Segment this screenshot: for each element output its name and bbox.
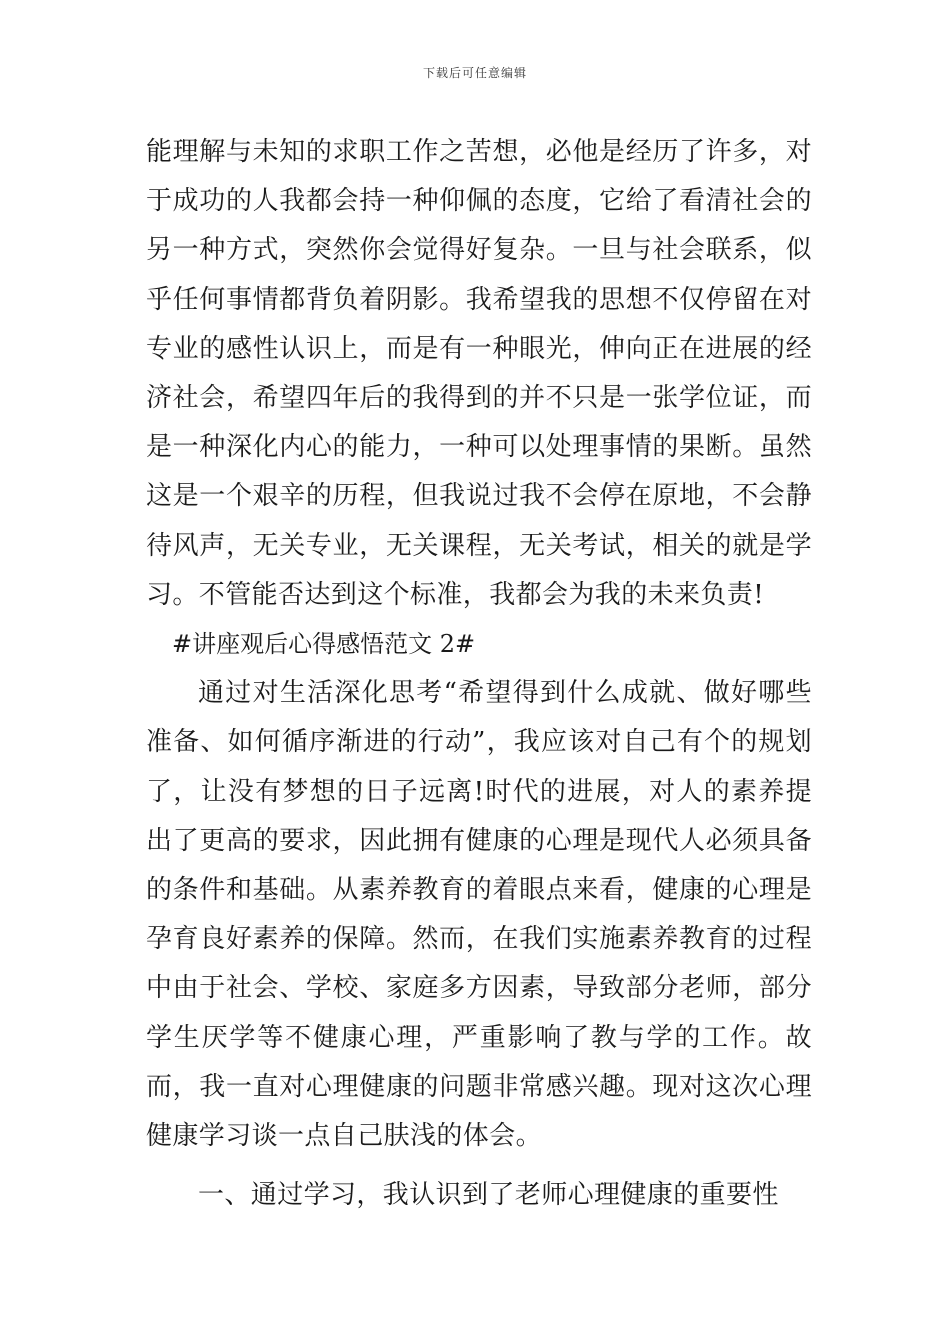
document-body [146,128,812,1220]
page-header: 下载后可任意编辑 [422,66,527,80]
paragraph-1: 能理解与未知的求职工作之苦想，必他是经历了许多，对于成功的人我都会持一种仰佩的态度，它给了看清社会的另一种方式，突然你会觉得好复杂。一旦与社会联系，似乎任何事情都背负着阴影。我希望我的思想不仅停留在对专业的感性认识上，而是有一种眼光，伸向正在进展的经济社会，希望四年后的我得到的并不只是一张学位证，而是一种深化内心的能力，一种可以处理事情的果断。虽然这是一个艰辛的历程，但我说过我不会停在原地，不会静待风声，无关专业，无关课程，无关考试，相关的就是学习。不管能否达到这个标准，我都会为我的未来负责! [146,137,812,610]
article-heading: #讲座观后心得感悟范文 2# [172,630,476,659]
paragraph-2: 通过对生活深化思考“希望得到什么成就、做好哪些准备、如何循序渐进的行动”，我应该对自己有个的规划了，让没有梦想的日子远离!时代的进展，对人的素养提出了更高的要求，因此拥有健康的心理是现代人必须具备的条件和基础。从素养教育的着眼点来看，健康的心理是孕育良好素养的保障。然而，在我们实施素养教育的过程中由于社会、学校、家庭多方因素，导致部分老师，部分学生厌学等不健康心理，严重影响了教与学的工作。故而，我一直对心理健康的问题非常感兴趣。现对这次心理健康学习谈一点自己肤浅的体会。 [146,678,812,1152]
section-title: 一、通过学习，我认识到了老师心理健康的重要性 [198,1180,779,1211]
